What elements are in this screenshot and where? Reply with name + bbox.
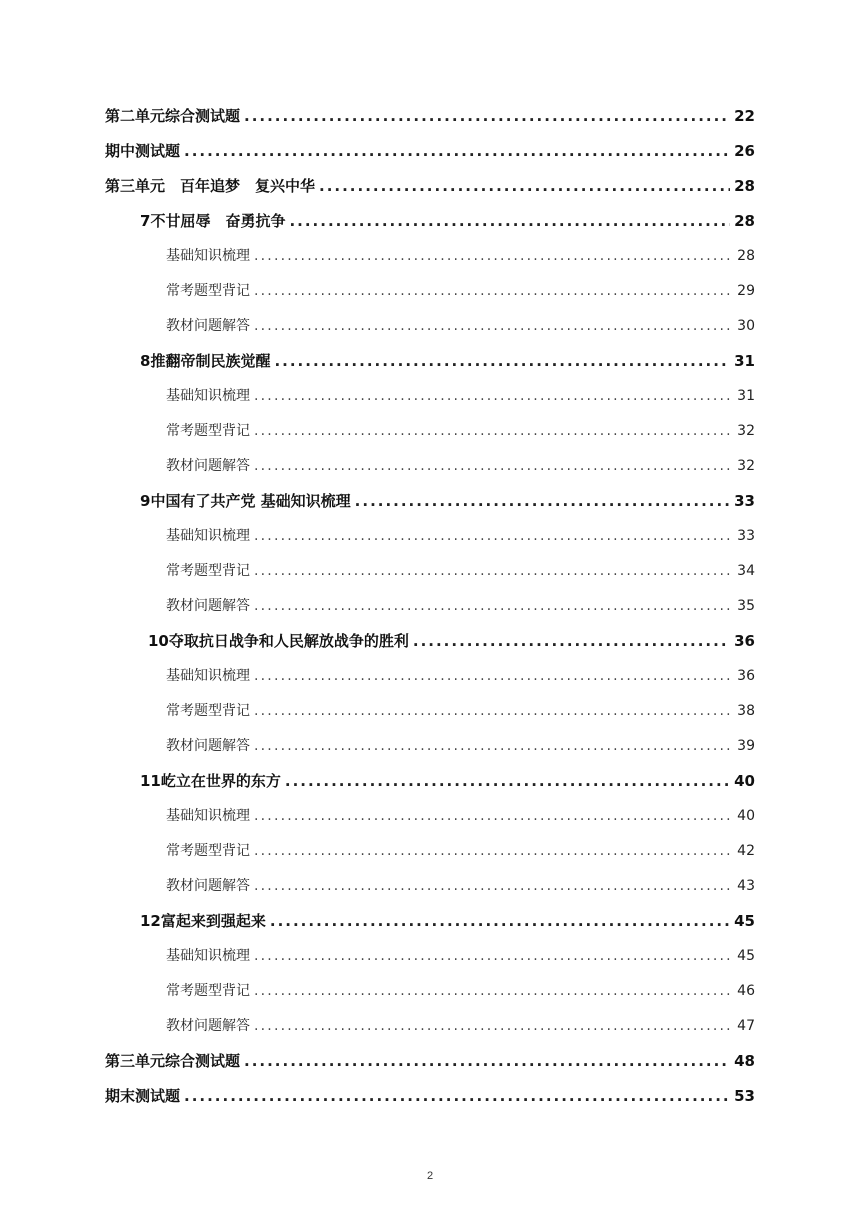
toc-entry-common-questions[interactable]: [0, 280, 860, 315]
dot-leader: [244, 107, 730, 125]
toc-entry-textbook-answers[interactable]: [0, 315, 860, 350]
toc-page-number: 38: [737, 703, 755, 719]
toc-entry-final-test[interactable]: [0, 1085, 860, 1120]
dot-leader: [285, 772, 730, 790]
toc-title: 教材问题解答: [166, 1018, 250, 1034]
toc-entry-textbook-answers[interactable]: [0, 595, 860, 630]
dot-leader: [274, 352, 730, 370]
toc-entry-unit2-test[interactable]: [0, 105, 860, 140]
toc-entry-basic-knowledge[interactable]: [0, 245, 860, 280]
toc-entry-textbook-answers[interactable]: [0, 455, 860, 490]
toc-title: 教材问题解答: [166, 878, 250, 894]
toc-entry-unit3[interactable]: [0, 175, 860, 210]
toc-entry-textbook-answers[interactable]: [0, 735, 860, 770]
toc-title: 基础知识梳理: [166, 808, 250, 824]
toc-page-number: 36: [734, 632, 755, 650]
toc-lesson-number: 8: [140, 352, 151, 370]
toc-entry-lesson-9[interactable]: [0, 490, 860, 525]
toc-title: 常考题型背记: [166, 983, 250, 999]
toc-page-number: 48: [734, 1052, 755, 1070]
toc-entry-lesson-8[interactable]: [0, 350, 860, 385]
dot-leader: [254, 808, 733, 824]
dot-leader: [254, 388, 733, 404]
dot-leader: [289, 212, 730, 230]
toc-entry-common-questions[interactable]: [0, 840, 860, 875]
toc-entry-lesson-10[interactable]: [0, 630, 860, 665]
toc-lesson-number: 12: [140, 912, 161, 930]
dot-leader: [184, 142, 730, 160]
toc-page-number: 36: [737, 668, 755, 684]
dot-leader: [254, 878, 733, 894]
toc-page-number: 31: [734, 352, 755, 370]
toc-lesson-number: 11: [140, 772, 161, 790]
toc-page-number: 53: [734, 1087, 755, 1105]
toc-page-number: 35: [737, 598, 755, 614]
toc-title: 富起来到强起来: [160, 912, 266, 930]
dot-leader: [254, 948, 733, 964]
dot-leader: [244, 1052, 730, 1070]
toc-page-number: 46: [737, 983, 755, 999]
toc-title: 夺取抗日战争和人民解放战争的胜利: [168, 632, 409, 650]
toc-entry-midterm-test[interactable]: [0, 140, 860, 175]
dot-leader: [254, 528, 733, 544]
toc-title: 第二单元综合测试题: [105, 107, 241, 125]
dot-leader: [270, 912, 730, 930]
toc-entry-textbook-answers[interactable]: [0, 875, 860, 910]
toc-entry-basic-knowledge[interactable]: [0, 525, 860, 560]
toc-page-number: 39: [737, 738, 755, 754]
toc-page-number: 42: [737, 843, 755, 859]
toc-page-number: 33: [737, 528, 755, 544]
dot-leader: [254, 283, 733, 299]
toc-title: 基础知识梳理: [166, 948, 250, 964]
dot-leader: [254, 668, 733, 684]
toc-page-number: 22: [734, 107, 755, 125]
toc-entry-unit3-test[interactable]: [0, 1050, 860, 1085]
dot-leader: [254, 248, 733, 264]
toc-page-number: 30: [737, 318, 755, 334]
toc-entry-basic-knowledge[interactable]: [0, 665, 860, 700]
toc-entry-common-questions[interactable]: [0, 700, 860, 735]
dot-leader: [355, 492, 730, 510]
page-number-footer: 2: [426, 1170, 434, 1182]
toc-page-number: 32: [737, 458, 755, 474]
toc-entry-basic-knowledge[interactable]: [0, 805, 860, 840]
toc-title: 常考题型背记: [166, 563, 250, 579]
toc-title: 屹立在世界的东方: [160, 772, 281, 790]
toc-entry-lesson-11[interactable]: [0, 770, 860, 805]
toc-page-number: 29: [737, 283, 755, 299]
toc-title: 基础知识梳理: [166, 388, 250, 404]
toc-title: 基础知识梳理: [166, 248, 250, 264]
toc-lesson-number: 10: [148, 632, 169, 650]
toc-title: 期中测试题: [105, 142, 181, 160]
toc-entry-common-questions[interactable]: [0, 560, 860, 595]
toc-entry-basic-knowledge[interactable]: [0, 385, 860, 420]
dot-leader: [254, 423, 733, 439]
toc-title: 不甘屈辱 奋勇抗争: [150, 212, 286, 230]
toc-page-number: 28: [737, 248, 755, 264]
dot-leader: [319, 177, 730, 195]
toc-title: 中国有了共产党 基础知识梳理: [150, 492, 351, 510]
toc-lesson-number: 7: [140, 212, 151, 230]
toc-title: 期末测试题: [105, 1087, 181, 1105]
toc-page-number: 33: [734, 492, 755, 510]
toc-title: 教材问题解答: [166, 738, 250, 754]
toc-title: 常考题型背记: [166, 843, 250, 859]
toc-title: 推翻帝制民族觉醒: [150, 352, 271, 370]
toc-title: 常考题型背记: [166, 283, 250, 299]
toc-page-number: 31: [737, 388, 755, 404]
toc-page-number: 28: [734, 177, 755, 195]
toc-title: 第三单元 百年追梦 复兴中华: [105, 177, 316, 195]
toc-title: 教材问题解答: [166, 318, 250, 334]
toc-entry-textbook-answers[interactable]: [0, 1015, 860, 1050]
toc-page-number: 26: [734, 142, 755, 160]
toc-title: 基础知识梳理: [166, 528, 250, 544]
toc-entry-lesson-7[interactable]: [0, 210, 860, 245]
toc-page-number: 45: [734, 912, 755, 930]
toc-title: 基础知识梳理: [166, 668, 250, 684]
dot-leader: [254, 563, 733, 579]
toc-page-number: 34: [737, 563, 755, 579]
dot-leader: [413, 632, 730, 650]
dot-leader: [254, 1018, 733, 1034]
dot-leader: [254, 458, 733, 474]
dot-leader: [184, 1087, 730, 1105]
toc-title: 教材问题解答: [166, 458, 250, 474]
dot-leader: [254, 983, 733, 999]
toc-title: 第三单元综合测试题: [105, 1052, 241, 1070]
toc-entry-common-questions[interactable]: [0, 980, 860, 1015]
toc-title: 教材问题解答: [166, 598, 250, 614]
toc-lesson-number: 9: [140, 492, 151, 510]
toc-page-number: 28: [734, 212, 755, 230]
dot-leader: [254, 843, 733, 859]
toc-page-number: 43: [737, 878, 755, 894]
toc-page-number: 45: [737, 948, 755, 964]
toc-page-number: 32: [737, 423, 755, 439]
toc-title: 常考题型背记: [166, 423, 250, 439]
dot-leader: [254, 598, 733, 614]
toc-entry-lesson-12[interactable]: [0, 910, 860, 945]
toc-page-number: 40: [737, 808, 755, 824]
dot-leader: [254, 738, 733, 754]
dot-leader: [254, 703, 733, 719]
toc-title: 常考题型背记: [166, 703, 250, 719]
toc-entry-common-questions[interactable]: [0, 420, 860, 455]
toc-page-number: 47: [737, 1018, 755, 1034]
toc-page-number: 40: [734, 772, 755, 790]
dot-leader: [254, 318, 733, 334]
toc-entry-basic-knowledge[interactable]: [0, 945, 860, 980]
